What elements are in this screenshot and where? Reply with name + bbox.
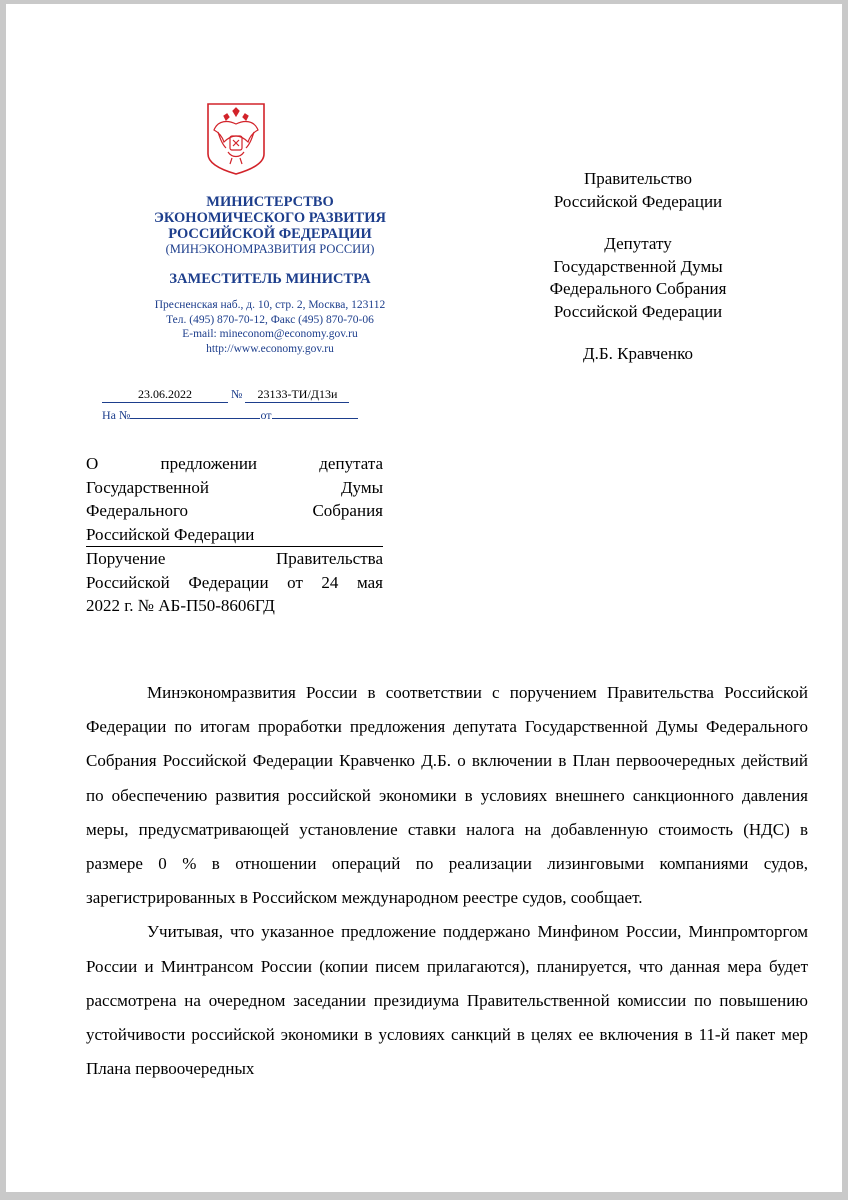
reference-line xyxy=(102,406,402,423)
reference-date-label: от xyxy=(260,408,272,422)
subject-line: Российской Федерации от 24 мая xyxy=(86,572,383,592)
addressee-line: Правительство xyxy=(583,169,693,188)
addressee-line: Российской Федерации xyxy=(553,301,723,321)
addressee-line: Депутату xyxy=(604,234,672,253)
letter-body xyxy=(86,676,808,1086)
address-line: Пресненская наб., д. 10, стр. 2, Москва, 123112 xyxy=(154,299,386,311)
addressee-name: Д.Б. Кравченко xyxy=(583,344,693,363)
subject-line: Российской Федерации xyxy=(86,523,383,548)
reference-date-blank xyxy=(272,406,358,419)
subject-line: Государственной Думы xyxy=(86,477,383,497)
ministry-contacts xyxy=(86,298,454,356)
phone-line: Тел. (495) 870-70-12, Факс (495) 870-70-06 xyxy=(166,313,374,326)
ministry-name-line-1: МИНИСТЕРСТВО xyxy=(206,194,334,210)
subject-line: Поручение Правительства xyxy=(86,549,383,568)
addressee-line: Российской Федерации xyxy=(553,191,723,211)
letter-date: 23.06.2022 xyxy=(102,387,228,403)
subject-line: Федерального Собрания xyxy=(86,501,383,520)
ministry-short-name: (МИНЭКОНОМРАЗВИТИЯ РОССИИ) xyxy=(165,242,375,256)
website-line: http://www.economy.gov.ru xyxy=(206,342,334,355)
ministry-letterhead xyxy=(86,194,454,356)
body-paragraph-1: Минэкономразвития России в соответствии с поручением Правительства Российской Федерации по итогам проработки предложения депутата Государственной Думы Федерального Собрания Российской Федерации Кравченко Д.Б. о включении в План первоочередных действий по обеспечению развития российской экономики в условиях внешнего санкционного давления меры, предусматривающей установление ставки налога на добавленную стоимость (НДС) в размере 0 % в отношении операций по реализации лизинговыми компаниями судов, зарегистрированных в Российском международном реестре судов, сообщает. xyxy=(86,683,808,908)
document-page xyxy=(6,4,842,1192)
reference-number-blank xyxy=(130,406,260,419)
russian-coat-of-arms-icon xyxy=(204,102,268,176)
deputy-minister-title: ЗАМЕСТИТЕЛЬ МИНИСТРА xyxy=(169,271,371,287)
addressee-line: Федерального Собрания xyxy=(549,279,727,298)
ministry-name-line-2: ЭКОНОМИЧЕСКОГО РАЗВИТИЯ xyxy=(154,210,386,226)
number-label: № xyxy=(231,387,243,401)
addressee-line: Государственной Думы xyxy=(553,256,723,276)
ministry-name-line-3: РОССИЙСКОЙ ФЕДЕРАЦИИ xyxy=(168,226,372,242)
body-paragraph-2: Учитывая, что указанное предложение поддержано Минфином России, Минпромторгом России и Минтрансом России (копии писем прилагаются), планируется, что данная мера будет рассмотрена на очередном заседании президиума Правительственной комиссии по повышению устойчивости российской экономики в условиях санкций в целях ее включения в 11-й пакет мер Плана первоочередных xyxy=(86,922,808,1079)
subject-block xyxy=(86,452,383,618)
subject-line: О предложении депутата xyxy=(86,454,383,473)
addressee-block xyxy=(506,168,770,366)
registration-line xyxy=(102,387,402,403)
subject-line: 2022 г. № АБ-П50-8606ГД xyxy=(86,596,275,615)
email-line: E-mail: mineconom@economy.gov.ru xyxy=(182,328,358,340)
letter-number: 23133-ТИ/Д13и xyxy=(245,387,349,403)
reference-number-label: На № xyxy=(102,408,131,422)
